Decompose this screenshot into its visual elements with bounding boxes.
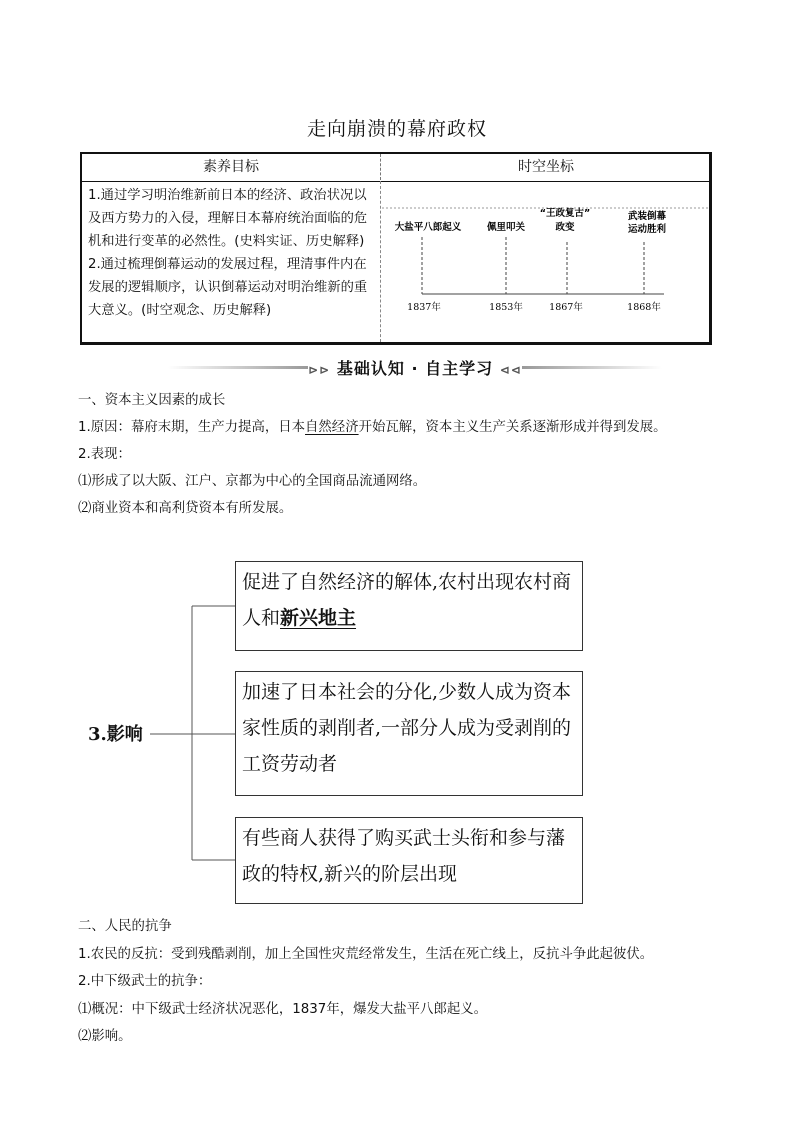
effects-label: 3.影响	[88, 724, 143, 745]
year-1837: 1837年	[407, 302, 441, 313]
manifest-item-2: ⑵商业资本和高利贷资本有所发展。	[78, 501, 293, 516]
section2-line-4: ⑵影响。	[78, 1029, 132, 1044]
goal-item-1: 1.通过学习明治维新前日本的经济、政治状况以及西方势力的入侵，理解日本幕府统治面临的危机和进行变革的必然性。(史料实证、历史解释)	[88, 188, 368, 249]
effect-1-text: 促进了自然经济的解体,农村出现农村商人和	[242, 571, 572, 629]
page-title: 走向崩溃的幕府政权	[306, 118, 487, 140]
cause-prefix: 1.原因：幕府末期，生产力提高，日本	[78, 420, 306, 435]
section2-line-3: ⑴概况：中下级武士经济状况恶化，1837年，爆发大盐平八郎起义。	[78, 1002, 488, 1017]
manifest-item-1: ⑴形成了以大阪、江户、京都为中心的全国商品流通网络。	[78, 474, 427, 489]
effect-box-2: 加速了日本社会的分化,少数人成为资本家性质的剥削者,一部分人成为受剥削的工资劳动者	[235, 671, 583, 796]
goal-item-2: 2.通过梳理倒幕运动的发展过程，理清事件内在发展的逻辑顺序，认识倒幕运动对明治维新的重大意义。(时空观念、历史解释)	[88, 257, 368, 318]
year-1853: 1853年	[489, 302, 523, 313]
event-1867-label-1: “王政复古”	[539, 208, 591, 219]
section2-line-1: 1.农民的反抗：受到残酷剥削，加上全国性灾荒经常发生，生活在死亡线上，反抗斗争此起彼伏。	[78, 947, 654, 962]
cause-suffix: 开始瓦解，资本主义生产关系逐渐形成并得到发展。	[358, 420, 667, 435]
year-1868: 1868年	[627, 302, 661, 313]
event-1867-label-2: 政变	[555, 222, 575, 233]
event-1853-label: 佩里叩关	[486, 222, 526, 233]
goals-header: 素养目标	[82, 154, 381, 180]
manifest-heading: 2.表现：	[78, 447, 131, 462]
effect-box-3: 有些商人获得了购买武士头衔和参与藩政的特权,新兴的阶层出现	[235, 817, 583, 904]
effect-box-1	[235, 561, 583, 651]
event-1837-label: 大盐平八郎起义	[394, 222, 462, 233]
section1-heading: 一、资本主义因素的成长	[78, 393, 226, 408]
year-1867: 1867年	[549, 302, 583, 313]
effect-1-emphasis: 新兴地主	[280, 607, 357, 629]
cause-underlined: 自然经济	[305, 420, 359, 435]
banner-label: 基础认知 · 自主学习	[336, 359, 494, 378]
section2-heading: 二、人民的抗争	[78, 919, 172, 934]
banner-arrow-right-icon: ⊲⊲	[499, 363, 522, 377]
timeline-header: 时空坐标	[518, 159, 574, 175]
banner-arrow-left-icon: ⊳⊳	[308, 363, 331, 377]
section2-line-2: 2.中下级武士的抗争：	[78, 974, 212, 989]
event-1868-label-2: 运动胜利	[627, 224, 667, 235]
event-1868-label-1: 武装倒幕	[627, 211, 667, 222]
